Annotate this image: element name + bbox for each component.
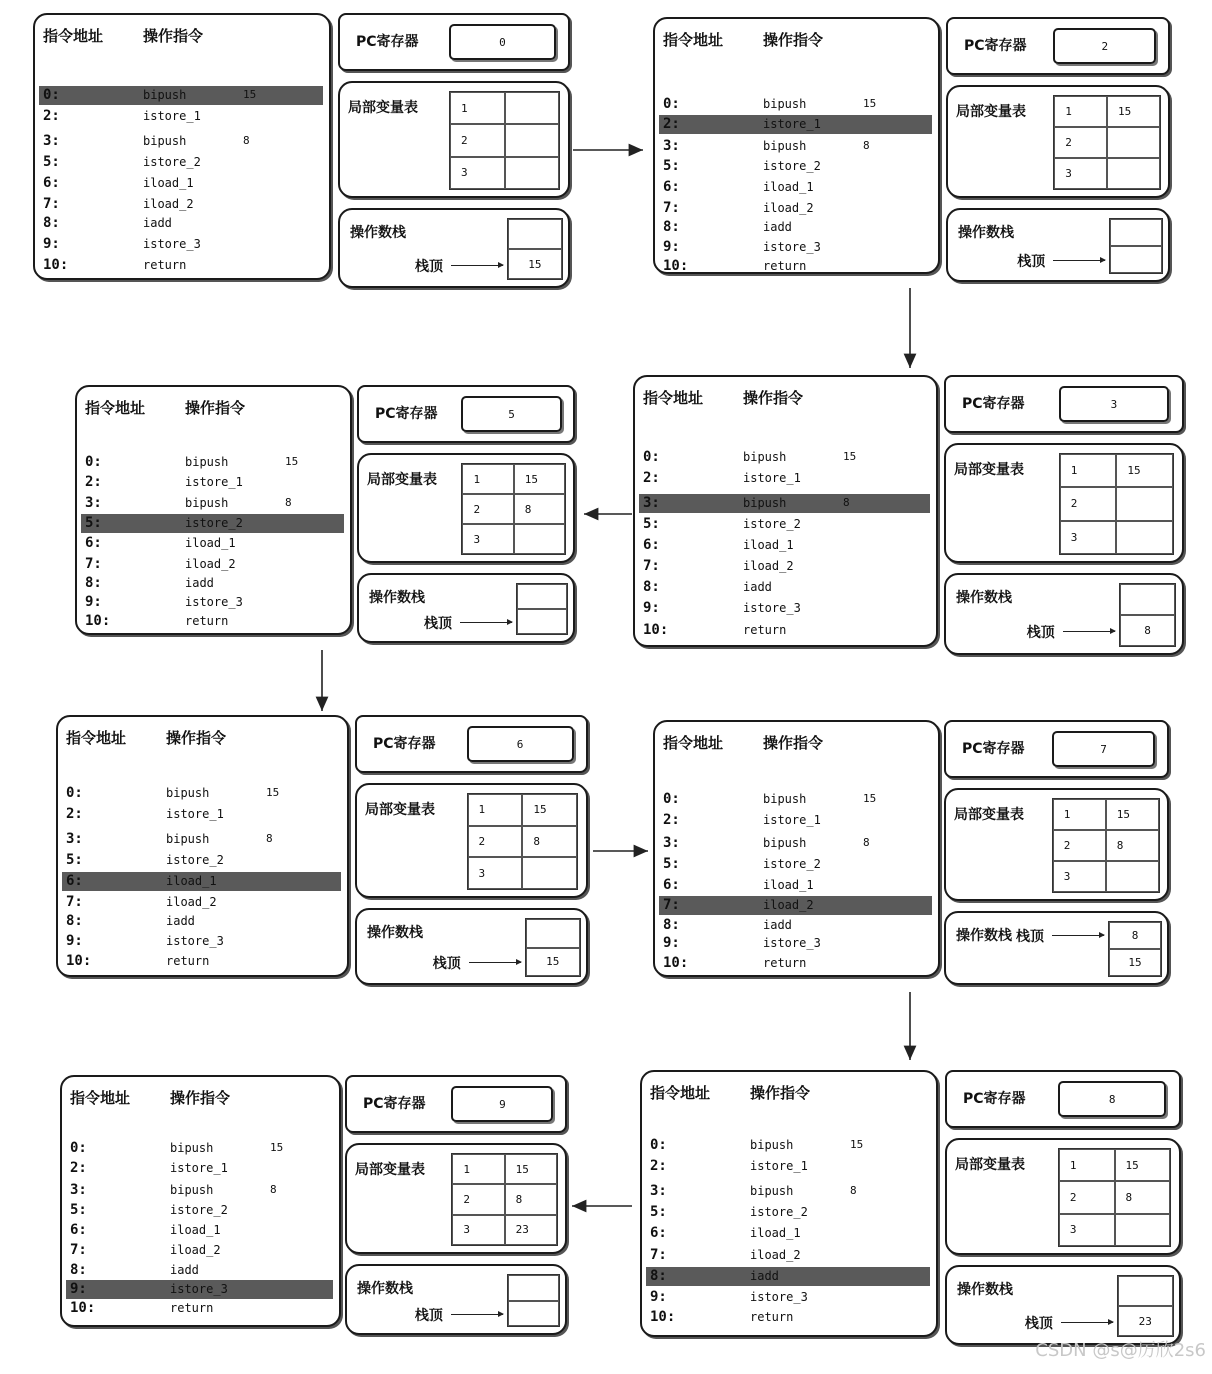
- instruction-address: 10:: [663, 955, 689, 971]
- instruction-opcode: iload_2: [185, 557, 236, 571]
- address-header: 指令地址: [650, 1084, 711, 1102]
- instruction-opcode: iadd: [750, 1269, 779, 1283]
- local-variable-table-label: 局部变量表: [954, 807, 1024, 823]
- local-variable-table-label: 局部变量表: [348, 100, 418, 116]
- instruction-operand: 15: [270, 1141, 284, 1154]
- instruction-address: 6:: [650, 1225, 667, 1241]
- operand-stack-label: 操作数栈: [958, 225, 1014, 241]
- instruction-opcode: iload_2: [170, 1243, 221, 1257]
- instruction-address: 7:: [66, 894, 83, 910]
- instruction-address: 0:: [663, 96, 680, 112]
- instruction-opcode: bipush: [143, 134, 187, 148]
- instruction-address: 6:: [66, 873, 83, 889]
- instruction-address: 9:: [85, 594, 102, 610]
- instruction-address: 2:: [643, 470, 660, 486]
- instruction-opcode: iload_2: [166, 895, 217, 909]
- slot-value: 15: [522, 794, 577, 826]
- instruction-address: 3:: [650, 1183, 667, 1199]
- pc-register-label: PC寄存器: [356, 34, 419, 50]
- instruction-address: 5:: [70, 1202, 87, 1218]
- stack-cell: 15: [526, 948, 580, 977]
- pc-register-value: 7: [1052, 731, 1156, 767]
- pc-register-value: 8: [1058, 1081, 1167, 1117]
- instruction-operand: 15: [243, 88, 257, 101]
- local-variable-table-label: 局部变量表: [355, 1162, 425, 1178]
- instruction-address: 6:: [663, 179, 680, 195]
- slot-value: 15: [1107, 96, 1160, 127]
- instruction-address: 10:: [66, 953, 92, 969]
- slot-index: 2: [1053, 830, 1106, 861]
- instruction-address: 0:: [85, 454, 102, 470]
- instruction-opcode: bipush: [166, 832, 210, 846]
- instruction-opcode: iload_1: [763, 180, 814, 194]
- instruction-address: 8:: [43, 215, 60, 231]
- stack-cell: 8: [1109, 922, 1161, 949]
- instruction-address: 8:: [70, 1262, 87, 1278]
- instruction-address: 8:: [643, 579, 660, 595]
- instruction-opcode: istore_1: [185, 475, 243, 489]
- instruction-opcode: bipush: [763, 792, 807, 806]
- instruction-opcode: istore_1: [143, 109, 201, 123]
- instruction-opcode: bipush: [743, 496, 787, 510]
- instruction-address: 2:: [650, 1158, 667, 1174]
- instruction-opcode: iload_1: [743, 538, 794, 552]
- pc-register-label: PC寄存器: [373, 736, 436, 752]
- instruction-address: 3:: [663, 835, 680, 851]
- stack-top-label: 栈顶: [423, 616, 452, 632]
- slot-value: 8: [505, 1184, 557, 1214]
- instruction-address: 9:: [43, 236, 60, 252]
- instruction-address: 2:: [85, 474, 102, 490]
- pc-register-label: PC寄存器: [375, 406, 438, 422]
- instruction-opcode: iadd: [763, 918, 792, 932]
- instruction-address: 9:: [643, 600, 660, 616]
- pc-register-value: 0: [449, 24, 556, 60]
- stack-cell: 8: [1120, 615, 1176, 646]
- instruction-opcode: istore_2: [763, 159, 821, 173]
- instruction-address: 10:: [663, 258, 689, 274]
- slot-index: 2: [450, 124, 505, 156]
- instruction-header: 操作指令: [170, 1089, 231, 1107]
- instruction-address: 3:: [70, 1182, 87, 1198]
- address-header: 指令地址: [43, 27, 104, 45]
- instruction-address: 5:: [85, 515, 102, 531]
- instruction-address: 7:: [650, 1247, 667, 1263]
- instruction-opcode: bipush: [750, 1184, 794, 1198]
- instruction-operand: 15: [285, 455, 299, 468]
- instruction-opcode: iload_2: [750, 1248, 801, 1262]
- instruction-opcode: bipush: [170, 1183, 214, 1197]
- slot-index: 3: [462, 524, 513, 554]
- instruction-opcode: bipush: [743, 450, 787, 464]
- stack-top-label: 栈顶: [432, 956, 461, 973]
- instruction-address: 9:: [70, 1281, 87, 1297]
- stack-top-label: 栈顶: [414, 1307, 443, 1324]
- local-variable-table-label: 局部变量表: [956, 104, 1026, 120]
- pc-register-label: PC寄存器: [963, 1091, 1026, 1107]
- instruction-header: 操作指令: [763, 31, 824, 49]
- instruction-opcode: bipush: [143, 88, 187, 102]
- instruction-address: 0:: [663, 791, 680, 807]
- instruction-operand: 8: [270, 1183, 277, 1196]
- address-header: 指令地址: [70, 1089, 131, 1107]
- watermark: CSDN @s@厉欣2s6: [1035, 1340, 1206, 1361]
- slot-value: 8: [1106, 830, 1159, 861]
- instruction-opcode: iload_2: [763, 898, 814, 912]
- instruction-address: 8:: [663, 917, 680, 933]
- instruction-opcode: bipush: [185, 455, 229, 469]
- local-variable-table-label: 局部变量表: [367, 472, 437, 488]
- instruction-opcode: return: [185, 614, 229, 628]
- instruction-opcode: istore_3: [750, 1290, 808, 1304]
- instruction-address: 7:: [70, 1242, 87, 1258]
- instruction-opcode: iadd: [143, 216, 172, 230]
- instruction-header: 操作指令: [143, 27, 204, 45]
- instruction-opcode: istore_1: [763, 813, 821, 827]
- instruction-operand: 8: [266, 832, 273, 845]
- slot-index: 1: [450, 92, 505, 124]
- instruction-opcode: bipush: [763, 97, 807, 111]
- slot-index: 2: [468, 826, 523, 858]
- instruction-address: 10:: [70, 1300, 96, 1316]
- local-variable-table-label: 局部变量表: [954, 462, 1024, 478]
- instruction-header: 操作指令: [750, 1084, 811, 1102]
- address-header: 指令地址: [643, 389, 704, 407]
- instruction-opcode: return: [743, 623, 787, 637]
- instruction-header: 操作指令: [743, 389, 804, 407]
- pc-register-value: 6: [467, 726, 574, 762]
- slot-index: 3: [1053, 861, 1106, 892]
- operand-stack-label: 操作数栈: [956, 928, 1012, 944]
- instruction-address: 0:: [643, 449, 660, 465]
- slot-index: 1: [462, 464, 513, 494]
- slot-index: 2: [1059, 1181, 1115, 1213]
- slot-value: 15: [1106, 799, 1159, 830]
- slot-value: 15: [505, 1154, 557, 1184]
- slot-index: 3: [1060, 521, 1117, 554]
- instruction-address: 5:: [643, 516, 660, 532]
- stack-top-label: 栈顶: [1016, 929, 1044, 945]
- operand-stack-label: 操作数栈: [350, 225, 406, 241]
- instruction-opcode: istore_2: [763, 857, 821, 871]
- address-header: 指令地址: [66, 729, 127, 747]
- instruction-opcode: iload_1: [166, 874, 217, 888]
- instruction-opcode: iadd: [185, 576, 214, 590]
- instruction-opcode: iadd: [763, 220, 792, 234]
- instruction-address: 9:: [650, 1289, 667, 1305]
- stack-top-label: 栈顶: [1026, 625, 1055, 641]
- stack-cell: 15: [1109, 949, 1161, 976]
- instruction-opcode: return: [166, 954, 210, 968]
- instruction-opcode: bipush: [185, 496, 229, 510]
- local-variable-table-label: 局部变量表: [365, 802, 435, 818]
- slot-index: 3: [468, 857, 523, 889]
- instruction-opcode: iload_2: [743, 559, 794, 573]
- instruction-opcode: bipush: [170, 1141, 214, 1155]
- instruction-operand: 8: [243, 134, 250, 147]
- address-header: 指令地址: [663, 734, 724, 752]
- instruction-address: 2:: [663, 812, 680, 828]
- instruction-address: 3:: [66, 831, 83, 847]
- slot-value: 15: [1116, 454, 1173, 487]
- instruction-opcode: return: [750, 1310, 794, 1324]
- instruction-opcode: iadd: [170, 1263, 199, 1277]
- instruction-operand: 8: [843, 496, 850, 509]
- slot-index: 3: [452, 1215, 504, 1245]
- slot-value: 8: [1115, 1181, 1171, 1213]
- instruction-opcode: iload_1: [143, 176, 194, 190]
- slot-index: 1: [1059, 1149, 1115, 1181]
- instruction-opcode: bipush: [750, 1138, 794, 1152]
- operand-stack-label: 操作数栈: [369, 590, 425, 606]
- slot-index: 2: [1054, 127, 1107, 158]
- operand-stack-label: 操作数栈: [367, 925, 423, 941]
- instruction-opcode: istore_1: [763, 117, 821, 131]
- slot-value: 8: [522, 826, 577, 858]
- instruction-address: 7:: [663, 200, 680, 216]
- instruction-address: 9:: [663, 935, 680, 951]
- instruction-address: 0:: [66, 785, 83, 801]
- slot-index: 2: [452, 1184, 504, 1214]
- instruction-address: 3:: [85, 495, 102, 511]
- slot-index: 1: [1054, 96, 1107, 127]
- instruction-address: 5:: [650, 1204, 667, 1220]
- pc-register-value: 5: [461, 396, 561, 432]
- instruction-opcode: iadd: [743, 580, 772, 594]
- instruction-opcode: istore_2: [166, 853, 224, 867]
- instruction-opcode: istore_1: [166, 807, 224, 821]
- instruction-opcode: bipush: [763, 836, 807, 850]
- instruction-operand: 8: [863, 139, 870, 152]
- instruction-address: 0:: [70, 1140, 87, 1156]
- instruction-address: 2:: [70, 1160, 87, 1176]
- instruction-address: 3:: [663, 138, 680, 154]
- instruction-opcode: iload_2: [763, 201, 814, 215]
- instruction-address: 5:: [43, 154, 60, 170]
- instruction-operand: 8: [863, 836, 870, 849]
- operand-stack-label: 操作数栈: [357, 1281, 413, 1297]
- instruction-opcode: istore_3: [143, 237, 201, 251]
- instruction-operand: 15: [863, 97, 877, 110]
- instruction-address: 6:: [70, 1222, 87, 1238]
- instruction-address: 5:: [663, 856, 680, 872]
- address-header: 指令地址: [85, 399, 146, 417]
- instruction-opcode: iadd: [166, 914, 195, 928]
- pc-register-label: PC寄存器: [964, 38, 1027, 54]
- instruction-address: 2:: [663, 116, 680, 132]
- slot-index: 3: [1059, 1214, 1115, 1246]
- slot-value: 8: [514, 494, 565, 524]
- slot-index: 1: [468, 794, 523, 826]
- pc-register-label: PC寄存器: [962, 396, 1025, 412]
- instruction-operand: 15: [266, 786, 280, 799]
- stack-top-label: 栈顶: [1017, 254, 1046, 270]
- instruction-address: 10:: [85, 613, 111, 629]
- instruction-opcode: return: [170, 1301, 214, 1315]
- operand-stack-label: 操作数栈: [957, 1282, 1013, 1298]
- slot-index: 1: [1060, 454, 1117, 487]
- pc-register-value: 2: [1053, 28, 1156, 64]
- slot-index: 1: [452, 1154, 504, 1184]
- instruction-opcode: iload_1: [763, 878, 814, 892]
- stack-top-label: 栈顶: [1024, 1315, 1053, 1332]
- instruction-address: 9:: [663, 239, 680, 255]
- instruction-address: 6:: [85, 535, 102, 551]
- instruction-opcode: iload_1: [170, 1223, 221, 1237]
- operand-stack-label: 操作数栈: [956, 590, 1012, 606]
- instruction-opcode: istore_2: [750, 1205, 808, 1219]
- instruction-operand: 8: [285, 496, 292, 509]
- instruction-opcode: iload_2: [143, 197, 194, 211]
- instruction-opcode: return: [763, 259, 807, 273]
- instruction-opcode: istore_3: [763, 936, 821, 950]
- instruction-opcode: istore_1: [743, 471, 801, 485]
- instruction-opcode: istore_2: [185, 516, 243, 530]
- instruction-address: 2:: [43, 108, 60, 124]
- instruction-address: 7:: [663, 897, 680, 913]
- instruction-address: 7:: [643, 558, 660, 574]
- instruction-address: 0:: [650, 1137, 667, 1153]
- pc-register-label: PC寄存器: [363, 1096, 426, 1112]
- instruction-opcode: istore_2: [143, 155, 201, 169]
- instruction-header: 操作指令: [166, 729, 227, 747]
- pc-register-value: 3: [1059, 386, 1169, 422]
- instruction-operand: 15: [850, 1138, 864, 1151]
- instruction-address: 7:: [85, 556, 102, 572]
- instruction-opcode: istore_3: [166, 934, 224, 948]
- instruction-address: 5:: [663, 158, 680, 174]
- slot-value: 15: [514, 464, 565, 494]
- stack-cell: 15: [508, 249, 562, 279]
- instruction-opcode: iload_1: [185, 536, 236, 550]
- instruction-address: 10:: [43, 257, 69, 273]
- stack-cell: 23: [1118, 1306, 1173, 1336]
- instruction-opcode: bipush: [166, 786, 210, 800]
- instruction-operand: 15: [863, 792, 877, 805]
- pc-register-label: PC寄存器: [962, 741, 1025, 757]
- slot-value: 15: [1115, 1149, 1171, 1181]
- instruction-address: 3:: [43, 133, 60, 149]
- instruction-operand: 8: [850, 1184, 857, 1197]
- instruction-address: 3:: [643, 495, 660, 511]
- instruction-address: 8:: [663, 219, 680, 235]
- instruction-address: 9:: [66, 933, 83, 949]
- slot-value: 23: [505, 1215, 557, 1245]
- instruction-header: 操作指令: [763, 734, 824, 752]
- slot-index: 2: [462, 494, 513, 524]
- instruction-address: 7:: [43, 196, 60, 212]
- instruction-address: 6:: [663, 877, 680, 893]
- instruction-opcode: return: [143, 258, 187, 272]
- slot-index: 1: [1053, 799, 1106, 830]
- instruction-address: 8:: [85, 575, 102, 591]
- stack-top-label: 栈顶: [415, 258, 444, 275]
- instruction-address: 6:: [643, 537, 660, 553]
- instruction-opcode: istore_1: [170, 1161, 228, 1175]
- instruction-header: 操作指令: [185, 399, 246, 417]
- instruction-opcode: bipush: [763, 139, 807, 153]
- instruction-address: 0:: [43, 87, 60, 103]
- instruction-opcode: istore_1: [750, 1159, 808, 1173]
- instruction-opcode: istore_2: [170, 1203, 228, 1217]
- instruction-address: 10:: [643, 622, 669, 638]
- pc-register-value: 9: [451, 1086, 553, 1122]
- slot-index: 3: [1054, 158, 1107, 189]
- instruction-address: 5:: [66, 852, 83, 868]
- instruction-opcode: istore_3: [185, 595, 243, 609]
- instruction-address: 8:: [650, 1268, 667, 1284]
- instruction-opcode: istore_3: [763, 240, 821, 254]
- instruction-opcode: istore_3: [743, 601, 801, 615]
- instruction-opcode: istore_3: [170, 1282, 228, 1296]
- instruction-address: 10:: [650, 1309, 676, 1325]
- slot-index: 3: [450, 157, 505, 189]
- instruction-opcode: iload_1: [750, 1226, 801, 1240]
- instruction-opcode: return: [763, 956, 807, 970]
- instruction-address: 2:: [66, 806, 83, 822]
- local-variable-table-label: 局部变量表: [955, 1157, 1025, 1173]
- address-header: 指令地址: [663, 31, 724, 49]
- instruction-address: 8:: [66, 913, 83, 929]
- slot-index: 2: [1060, 487, 1117, 520]
- instruction-opcode: istore_2: [743, 517, 801, 531]
- instruction-operand: 15: [843, 450, 857, 463]
- instruction-address: 6:: [43, 175, 60, 191]
